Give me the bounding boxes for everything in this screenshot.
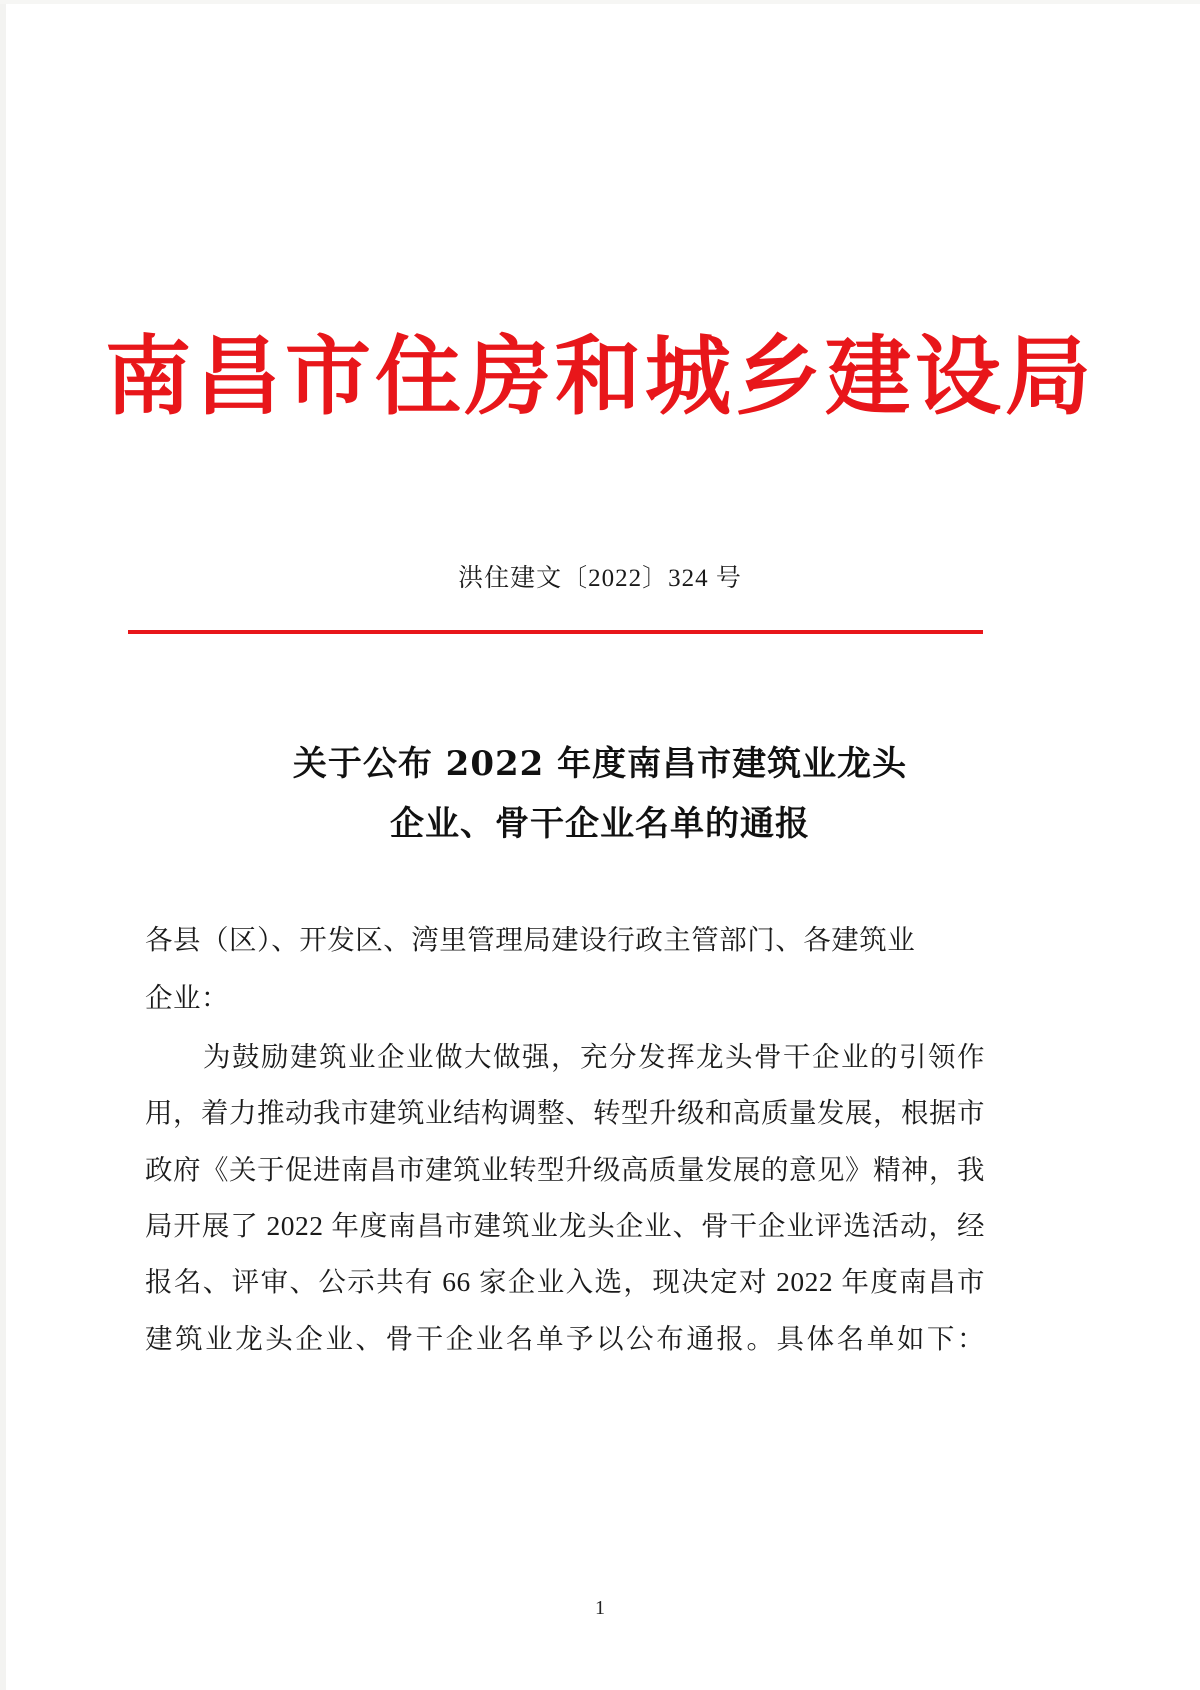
paper-edge-left	[0, 0, 6, 1690]
salutation-line-2: 企业：	[145, 982, 229, 1014]
salutation-line-1: 各县（区）、开发区、湾里管理局建设行政主管部门、各建筑业	[145, 924, 916, 955]
red-divider-rule	[128, 630, 983, 634]
document-title	[200, 735, 1000, 854]
document-number: 洪住建文〔2022〕324 号	[458, 565, 742, 592]
document-header	[0, 326, 1200, 427]
document-title-line-1: 关于公布 2022 年度南昌市建筑业龙头	[292, 744, 908, 784]
page-number: 1	[595, 1597, 605, 1619]
issuing-organization-title: 南昌市住房和城乡建设局	[105, 326, 1095, 427]
document-title-line-2: 企业、骨干企业名单的通报	[390, 803, 810, 844]
body-paragraph: 为鼓励建筑业企业做大做强，充分发挥龙头骨干企业的引领作用，着力推动我市建筑业结构调整、转型升级和高质量发展，根据市政府《关于促进南昌市建筑业转型升级高质量发展的意见》精神，我局开展了 2022 年度南昌市建筑业龙头企业、骨干企业评选活动，经报名、评审、公示共有 66 家企业入选，现决定对 2022 年度南昌市建筑业龙头企业、骨干企业名单予以公布通报。具体名单如下：	[145, 1040, 985, 1354]
document-body	[145, 912, 985, 1425]
paper-edge-top	[0, 0, 1200, 4]
